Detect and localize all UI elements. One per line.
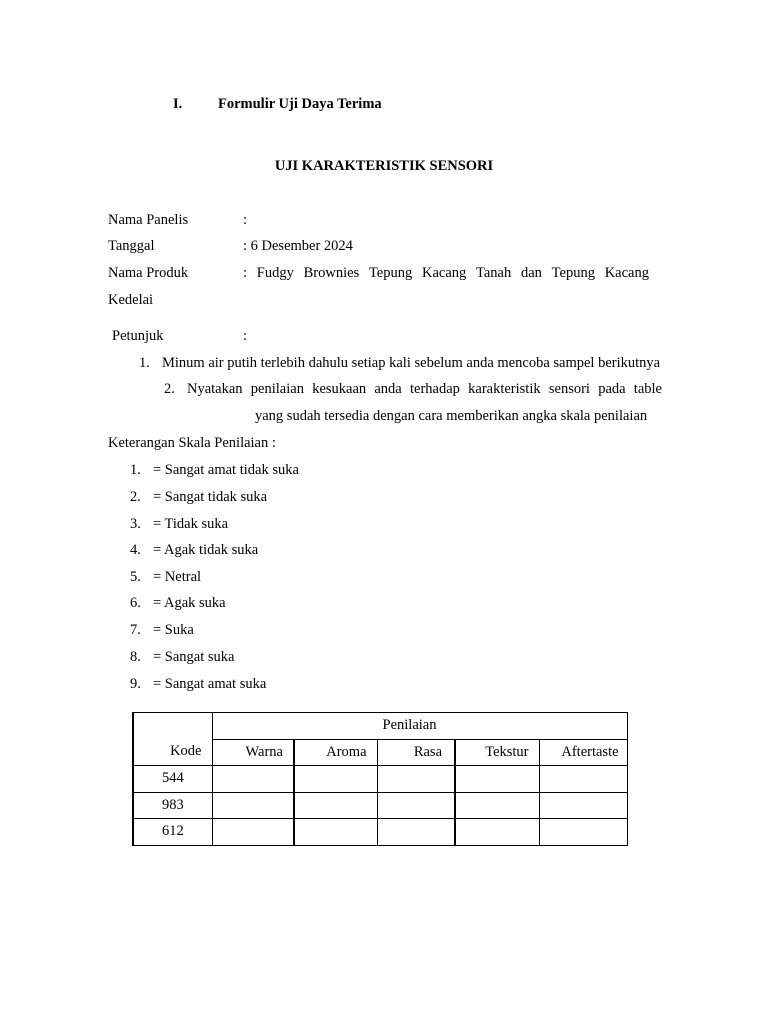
scale-number: 2.	[130, 489, 141, 505]
score-cell[interactable]	[539, 766, 627, 793]
scale-number: 9.	[130, 676, 141, 692]
column-header: Warna	[212, 739, 294, 766]
produk-word: Brownies	[303, 265, 360, 281]
produk-word: Tepung	[368, 265, 413, 281]
code-cell: 612	[133, 819, 212, 846]
scale-number: 5.	[130, 569, 141, 585]
produk-word: Fudgy	[256, 265, 294, 281]
score-cell[interactable]	[455, 766, 539, 793]
column-header: Rasa	[377, 739, 455, 766]
section-title: Formulir Uji Daya Terima	[218, 96, 382, 112]
scale-text: = Sangat tidak suka	[153, 489, 268, 505]
table-row	[133, 766, 627, 793]
score-cell[interactable]	[212, 819, 294, 846]
table-row	[133, 819, 627, 846]
instruction-word: anda	[374, 381, 402, 397]
score-cell[interactable]	[455, 792, 539, 819]
score-cell[interactable]	[212, 792, 294, 819]
produk-label: Nama Produk	[108, 265, 189, 281]
instructions-label: Petunjuk	[112, 328, 164, 344]
scale-number: 3.	[130, 516, 141, 532]
scale-text: = Tidak suka	[153, 516, 229, 532]
instruction-2-text	[187, 381, 662, 398]
instruction-word: karakteristik	[468, 381, 541, 397]
table-row	[133, 792, 627, 819]
scale-text: = Agak tidak suka	[153, 542, 259, 558]
scale-number: 4.	[130, 542, 141, 558]
produk-word: Tanah	[476, 265, 512, 281]
scale-number: 8.	[130, 649, 141, 665]
produk-word: Tepung	[551, 265, 595, 281]
produk-word: Kacang	[604, 265, 649, 281]
produk-word: :	[243, 265, 248, 281]
score-cell[interactable]	[455, 819, 539, 846]
produk-value-continued: Kedelai	[108, 292, 154, 308]
scale-text: = Agak suka	[153, 595, 226, 611]
instructions-colon: :	[243, 328, 248, 344]
produk-word: Kacang	[421, 265, 467, 281]
scale-text: = Netral	[153, 569, 202, 585]
column-header: Tekstur	[455, 739, 539, 766]
instruction-word: pada	[598, 381, 626, 397]
table-header-row	[133, 713, 627, 740]
scale-text: = Sangat amat suka	[153, 676, 267, 692]
instruction-word: kesukaan	[312, 381, 367, 397]
instruction-word: penilaian	[250, 381, 304, 397]
group-header: Penilaian	[212, 713, 627, 740]
score-cell[interactable]	[294, 792, 377, 819]
score-cell[interactable]	[539, 792, 627, 819]
column-header: Aroma	[294, 739, 377, 766]
code-cell: 544	[133, 766, 212, 793]
scale-text: = Sangat suka	[153, 649, 235, 665]
scale-heading: Keterangan Skala Penilaian :	[108, 435, 276, 451]
scale-number: 1.	[130, 462, 141, 478]
score-cell[interactable]	[294, 766, 377, 793]
score-cell[interactable]	[377, 819, 455, 846]
instruction-2-continued: yang sudah tersedia dengan cara memberikan angka skala penilaian	[255, 408, 648, 424]
scale-number: 7.	[130, 622, 141, 638]
score-cell[interactable]	[377, 766, 455, 793]
tanggal-label: Tanggal	[108, 238, 155, 254]
assessment-table	[132, 712, 628, 846]
column-header: Aftertaste	[539, 739, 627, 766]
tanggal-value: : 6 Desember 2024	[243, 238, 353, 254]
instruction-word: terhadap	[409, 381, 460, 397]
scale-text: = Suka	[153, 622, 194, 638]
instruction-1-number: 1.	[139, 355, 150, 371]
code-cell: 983	[133, 792, 212, 819]
instruction-word: table	[633, 381, 662, 397]
page-title: UJI KARAKTERISTIK SENSORI	[274, 158, 494, 174]
instruction-word: sensori	[548, 381, 590, 397]
instruction-word: Nyatakan	[187, 381, 243, 397]
instruction-1-text: Minum air putih terlebih dahulu setiap kali sebelum anda mencoba sampel berikutnya	[162, 355, 661, 371]
panelis-value: :	[243, 212, 248, 228]
score-cell[interactable]	[294, 819, 377, 846]
panelis-label: Nama Panelis	[108, 212, 189, 228]
score-cell[interactable]	[377, 792, 455, 819]
score-cell[interactable]	[539, 819, 627, 846]
code-header: Kode	[133, 713, 212, 766]
score-cell[interactable]	[212, 766, 294, 793]
produk-word: dan	[520, 265, 542, 281]
section-number: I.	[173, 96, 183, 112]
scale-number: 6.	[130, 595, 141, 611]
scale-text: = Sangat amat tidak suka	[153, 462, 299, 478]
instruction-2-number: 2.	[164, 381, 175, 397]
produk-value	[243, 265, 649, 282]
